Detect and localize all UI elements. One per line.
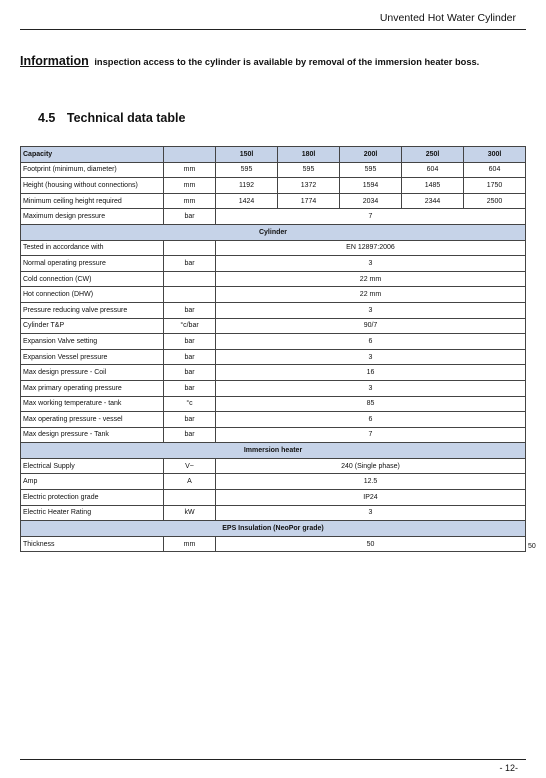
section-row-eps-insulation: [21, 521, 526, 537]
table-row: [21, 412, 526, 428]
row-value: EN 12897:2006: [216, 240, 526, 256]
row-label: Max primary operating pressure: [21, 380, 164, 396]
row-value: 7: [216, 427, 526, 443]
row-unit: bar: [164, 427, 216, 443]
table-row: [21, 380, 526, 396]
row-unit: [164, 490, 216, 506]
row-value: 3: [216, 256, 526, 272]
row-value: 604: [402, 162, 464, 178]
row-value: 16: [216, 365, 526, 381]
capacity-250: 250l: [402, 147, 464, 163]
row-value: 595: [216, 162, 278, 178]
header-divider: [20, 29, 526, 30]
row-value: 7: [216, 209, 526, 225]
row-value: 2034: [340, 193, 402, 209]
table-row: [21, 490, 526, 506]
information-note: [20, 54, 535, 68]
capacity-header-row: [21, 147, 526, 163]
table-row: [21, 334, 526, 350]
table-row-max-design-pressure: [21, 209, 526, 225]
section-title-immersion-heater: Immersion heater: [21, 443, 526, 459]
page-number: - 12-: [499, 763, 518, 773]
row-label: Hot connection (DHW): [21, 287, 164, 303]
row-unit: mm: [164, 162, 216, 178]
row-value: 22 mm: [216, 287, 526, 303]
row-value: 85: [216, 396, 526, 412]
row-value: 3: [216, 380, 526, 396]
table-row: [21, 318, 526, 334]
row-value: 2500: [464, 193, 526, 209]
row-unit: °c: [164, 396, 216, 412]
capacity-200: 200l: [340, 147, 402, 163]
row-value: 1192: [216, 178, 278, 194]
section-row-immersion-heater: [21, 443, 526, 459]
row-label: Max design pressure - Coil: [21, 365, 164, 381]
row-unit: V~: [164, 458, 216, 474]
row-value: 2344: [402, 193, 464, 209]
capacity-180: 180l: [278, 147, 340, 163]
row-value: 1485: [402, 178, 464, 194]
row-label: Amp: [21, 474, 164, 490]
table-row: [21, 505, 526, 521]
row-value: 3: [216, 302, 526, 318]
row-label: Tested in accordance with: [21, 240, 164, 256]
table-row: [21, 427, 526, 443]
row-value: 604: [464, 162, 526, 178]
information-label: Information: [20, 54, 89, 68]
row-label: Normal operating pressure: [21, 256, 164, 272]
table-row: [21, 271, 526, 287]
table-row: [21, 240, 526, 256]
section-row-cylinder: [21, 224, 526, 240]
row-unit: bar: [164, 349, 216, 365]
capacity-unit-cell: [164, 147, 216, 163]
table-row: [21, 287, 526, 303]
row-label: Expansion Valve setting: [21, 334, 164, 350]
table-row-height: [21, 178, 526, 194]
row-label: Electric Heater Rating: [21, 505, 164, 521]
row-unit: [164, 240, 216, 256]
row-unit: bar: [164, 209, 216, 225]
section-title: Technical data table: [66, 111, 186, 125]
row-unit: bar: [164, 334, 216, 350]
row-unit: kW: [164, 505, 216, 521]
row-value: 1594: [340, 178, 402, 194]
section-title-eps-insulation: EPS Insulation (NeoPor grade): [21, 521, 526, 537]
table-row: [21, 458, 526, 474]
row-label: Max design pressure - Tank: [21, 427, 164, 443]
table-row: [21, 256, 526, 272]
row-label: Pressure reducing valve pressure: [21, 302, 164, 318]
row-unit: °c/bar: [164, 318, 216, 334]
row-label: Height (housing without connections): [21, 178, 164, 194]
row-unit: mm: [164, 178, 216, 194]
row-unit: bar: [164, 256, 216, 272]
row-label: Electric protection grade: [21, 490, 164, 506]
table-row: [21, 349, 526, 365]
row-label: Max working temperature - tank: [21, 396, 164, 412]
information-text: inspection access to the cylinder is available by removal of the immersion heater boss.: [94, 57, 480, 67]
row-value: 50: [216, 536, 526, 552]
table-row-footprint: [21, 162, 526, 178]
row-label: Max operating pressure - vessel: [21, 412, 164, 428]
row-label: Cylinder T&P: [21, 318, 164, 334]
section-heading: [38, 111, 185, 125]
footer-divider: [20, 759, 526, 760]
row-value: 240 (Single phase): [216, 458, 526, 474]
table-row: [21, 302, 526, 318]
row-label: Footprint (minimum, diameter): [21, 162, 164, 178]
row-label: Electrical Supply: [21, 458, 164, 474]
row-value: 6: [216, 412, 526, 428]
stray-value: 50: [528, 543, 536, 550]
row-value: 595: [278, 162, 340, 178]
row-label: Maximum design pressure: [21, 209, 164, 225]
row-unit: bar: [164, 380, 216, 396]
capacity-label: Capacity: [21, 147, 164, 163]
row-unit: [164, 271, 216, 287]
section-title-cylinder: Cylinder: [21, 224, 526, 240]
row-unit: bar: [164, 365, 216, 381]
row-value: 3: [216, 349, 526, 365]
immersion-rows: [21, 458, 526, 520]
row-unit: mm: [164, 536, 216, 552]
row-value: 22 mm: [216, 271, 526, 287]
technical-data-table: [20, 146, 526, 552]
cylinder-rows: [21, 240, 526, 443]
row-value: IP24: [216, 490, 526, 506]
row-value: 1774: [278, 193, 340, 209]
table-row: [21, 536, 526, 552]
row-label: Cold connection (CW): [21, 271, 164, 287]
row-value: 6: [216, 334, 526, 350]
eps-rows: [21, 536, 526, 552]
row-value: 12.5: [216, 474, 526, 490]
section-number: 4.5: [38, 111, 56, 125]
row-label: Thickness: [21, 536, 164, 552]
row-value: 3: [216, 505, 526, 521]
row-label: Minimum ceiling height required: [21, 193, 164, 209]
row-unit: A: [164, 474, 216, 490]
row-value: 1372: [278, 178, 340, 194]
row-unit: bar: [164, 412, 216, 428]
table-row: [21, 365, 526, 381]
row-unit: mm: [164, 193, 216, 209]
row-unit: [164, 287, 216, 303]
table-row: [21, 396, 526, 412]
capacity-300: 300l: [464, 147, 526, 163]
document-header-title: Unvented Hot Water Cylinder: [379, 12, 516, 24]
row-label: Expansion Vessel pressure: [21, 349, 164, 365]
row-value: 1424: [216, 193, 278, 209]
row-value: 1750: [464, 178, 526, 194]
row-unit: bar: [164, 302, 216, 318]
row-value: 90/7: [216, 318, 526, 334]
capacity-150: 150l: [216, 147, 278, 163]
row-value: 595: [340, 162, 402, 178]
table-row-ceiling-height: [21, 193, 526, 209]
table-row: [21, 474, 526, 490]
